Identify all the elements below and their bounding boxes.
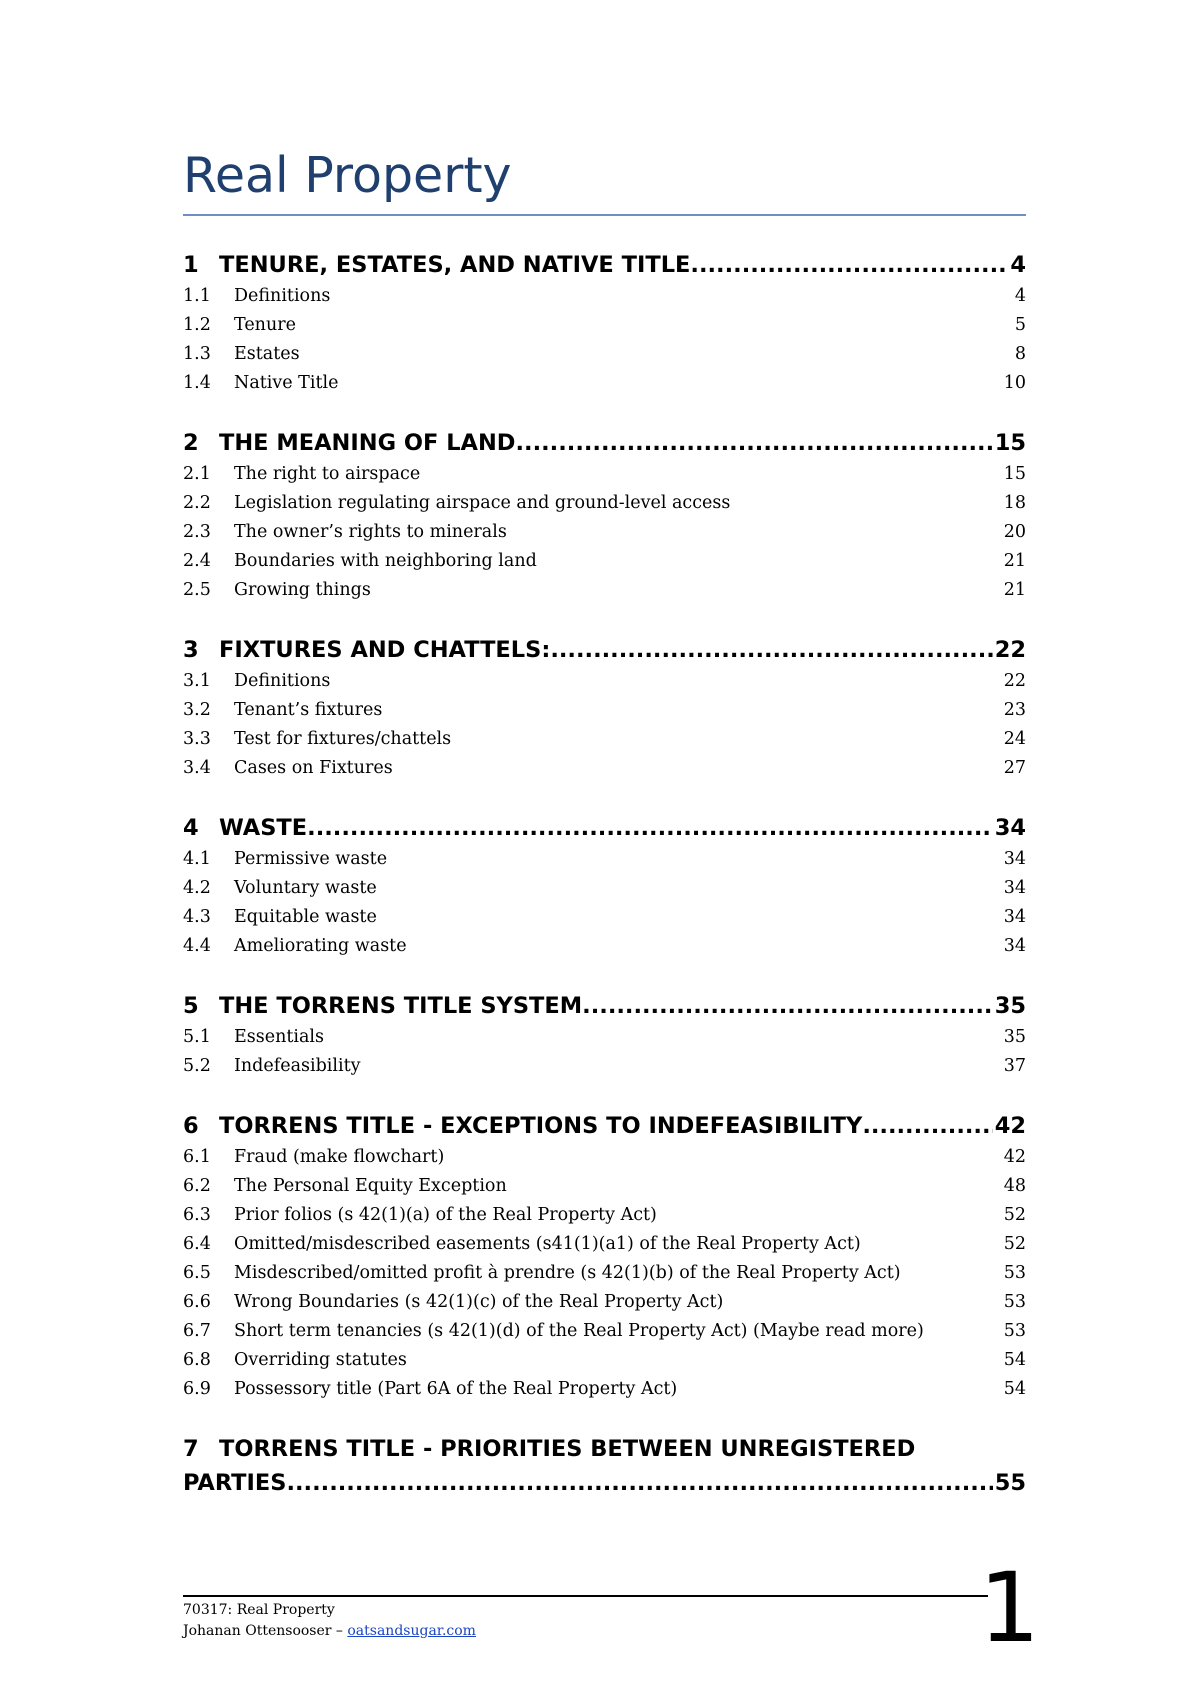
- chapter-number: 4: [183, 815, 199, 841]
- section-title: Definitions: [234, 671, 331, 691]
- chapter-title: WASTE: [219, 815, 308, 841]
- toc-section[interactable]: [183, 903, 1026, 932]
- section-number: 6.3: [183, 1205, 211, 1225]
- toc-chapter-5: [183, 989, 1026, 1081]
- toc-chapter-1: [183, 248, 1026, 398]
- section-title: Ameliorating waste: [234, 936, 407, 956]
- section-page: 54: [1003, 1350, 1026, 1370]
- section-page: 53: [1003, 1263, 1026, 1283]
- section-number: 4.2: [183, 878, 211, 898]
- footer-website-link[interactable]: oatsandsugar.com: [347, 1623, 476, 1639]
- chapter-number: 6: [183, 1113, 199, 1139]
- section-page: 21: [1003, 580, 1026, 600]
- dot-leader: [286, 1466, 992, 1500]
- section-page: 34: [1003, 878, 1026, 898]
- chapter-title: TORRENS TITLE - EXCEPTIONS TO INDEFEASIBILITY: [219, 1113, 863, 1139]
- section-number: 3.3: [183, 729, 211, 749]
- section-number: 6.6: [183, 1292, 211, 1312]
- section-page: 53: [1003, 1321, 1026, 1341]
- chapter-title: THE TORRENS TITLE SYSTEM: [219, 993, 583, 1019]
- chapter-title: THE MEANING OF LAND: [219, 430, 516, 456]
- section-page: 37: [1003, 1056, 1026, 1076]
- section-number: 4.3: [183, 907, 211, 927]
- toc-section[interactable]: [183, 845, 1026, 874]
- section-page: 23: [1003, 700, 1026, 720]
- section-number: 6.5: [183, 1263, 211, 1283]
- section-title: Possessory title (Part 6A of the Real Property Act): [234, 1379, 678, 1399]
- toc-section[interactable]: [183, 489, 1026, 518]
- chapter-title: TORRENS TITLE - PRIORITIES BETWEEN UNREGISTERED: [219, 1436, 916, 1462]
- section-page: 24: [1003, 729, 1026, 749]
- section-title: Wrong Boundaries (s 42(1)(c) of the Real Property Act): [234, 1292, 724, 1312]
- section-title: Indefeasibility: [234, 1056, 361, 1076]
- section-number: 3.2: [183, 700, 211, 720]
- toc-chapter-heading[interactable]: [183, 1432, 1026, 1500]
- page-number: 1: [978, 1552, 1040, 1664]
- toc-chapter-heading[interactable]: [183, 633, 1026, 667]
- section-number: 2.1: [183, 464, 211, 484]
- toc-chapter-heading[interactable]: [183, 989, 1026, 1023]
- section-title: Short term tenancies (s 42(1)(d) of the Real Property Act) (Maybe read more): [234, 1321, 924, 1341]
- toc-section[interactable]: [183, 282, 1026, 311]
- section-title: Tenant’s fixtures: [234, 700, 383, 720]
- section-page: 34: [1003, 907, 1026, 927]
- dot-leader: [582, 989, 993, 1023]
- section-title: Misdescribed/omitted profit à prendre (s 42(1)(b) of the Real Property Act): [234, 1263, 901, 1283]
- chapter-number: 1: [183, 252, 199, 278]
- chapter-page: 55: [994, 1470, 1026, 1496]
- toc-section[interactable]: [183, 547, 1026, 576]
- section-title: Overriding statutes: [234, 1350, 407, 1370]
- section-page: 34: [1003, 936, 1026, 956]
- section-page: 20: [1003, 522, 1026, 542]
- toc-section[interactable]: [183, 1143, 1026, 1172]
- section-number: 6.4: [183, 1234, 211, 1254]
- section-title: The right to airspace: [234, 464, 421, 484]
- chapter-page: 4: [1010, 252, 1026, 278]
- footer-author: Johanan Ottensooser –: [183, 1623, 343, 1639]
- toc-section[interactable]: [183, 1172, 1026, 1201]
- section-number: 6.1: [183, 1147, 211, 1167]
- section-title: Equitable waste: [234, 907, 377, 927]
- toc-section[interactable]: [183, 725, 1026, 754]
- section-title: Boundaries with neighboring land: [234, 551, 537, 571]
- footer-author-line: [183, 1621, 476, 1641]
- section-title: Permissive waste: [234, 849, 388, 869]
- section-page: 52: [1003, 1234, 1026, 1254]
- dot-leader: [515, 426, 992, 460]
- toc-chapter-6: [183, 1109, 1026, 1404]
- section-number: 3.1: [183, 671, 211, 691]
- toc-section[interactable]: [183, 1346, 1026, 1375]
- section-page: 10: [1003, 373, 1026, 393]
- section-number: 2.5: [183, 580, 211, 600]
- dot-leader: [307, 811, 993, 845]
- chapter-page: 42: [994, 1113, 1026, 1139]
- section-page: 8: [1014, 344, 1026, 364]
- section-title: The owner’s rights to minerals: [234, 522, 507, 542]
- section-title: Legislation regulating airspace and ground-level access: [234, 493, 731, 513]
- toc-section[interactable]: [183, 874, 1026, 903]
- chapter-number: 3: [183, 637, 199, 663]
- toc-section[interactable]: [183, 518, 1026, 547]
- section-number: 4.4: [183, 936, 211, 956]
- chapter-page: 34: [994, 815, 1026, 841]
- table-of-contents: [183, 248, 1026, 1528]
- section-page: 42: [1003, 1147, 1026, 1167]
- toc-chapter-heading[interactable]: [183, 248, 1026, 282]
- toc-section[interactable]: [183, 576, 1026, 605]
- dot-leader: [550, 633, 992, 667]
- section-number: 1.4: [183, 373, 211, 393]
- toc-section[interactable]: [183, 932, 1026, 961]
- footer-course: 70317: Real Property: [183, 1602, 335, 1618]
- section-number: 5.1: [183, 1027, 211, 1047]
- section-page: 54: [1003, 1379, 1026, 1399]
- toc-section[interactable]: [183, 460, 1026, 489]
- toc-section[interactable]: [183, 1230, 1026, 1259]
- section-number: 5.2: [183, 1056, 211, 1076]
- chapter-title: TENURE, ESTATES, AND NATIVE TITLE: [219, 252, 691, 278]
- section-page: 53: [1003, 1292, 1026, 1312]
- toc-section[interactable]: [183, 1375, 1026, 1404]
- chapter-title: FIXTURES AND CHATTELS:: [219, 637, 551, 663]
- section-title: Growing things: [234, 580, 371, 600]
- toc-section[interactable]: [183, 340, 1026, 369]
- section-title: The Personal Equity Exception: [234, 1176, 507, 1196]
- section-number: 3.4: [183, 758, 211, 778]
- dot-leader: [862, 1109, 992, 1143]
- section-title: Tenure: [234, 315, 296, 335]
- section-page: 5: [1014, 315, 1026, 335]
- page-title: Real Property: [183, 147, 512, 204]
- chapter-page: 22: [994, 637, 1026, 663]
- section-page: 52: [1003, 1205, 1026, 1225]
- toc-section[interactable]: [183, 1201, 1026, 1230]
- section-number: 2.2: [183, 493, 211, 513]
- toc-chapter-4: [183, 811, 1026, 961]
- section-page: 48: [1003, 1176, 1026, 1196]
- dot-leader: [690, 248, 1008, 282]
- chapter-number: 7: [183, 1436, 199, 1462]
- chapter-title-continued: PARTIES: [183, 1470, 287, 1496]
- toc-section[interactable]: [183, 1023, 1026, 1052]
- section-number: 1.1: [183, 286, 211, 306]
- title-divider: [183, 214, 1026, 216]
- section-number: 1.3: [183, 344, 211, 364]
- section-title: Fraud (make flowchart): [234, 1147, 445, 1167]
- toc-section[interactable]: [183, 369, 1026, 398]
- section-page: 21: [1003, 551, 1026, 571]
- section-title: Cases on Fixtures: [234, 758, 393, 778]
- toc-chapter-7: [183, 1432, 1026, 1500]
- section-title: Prior folios (s 42(1)(a) of the Real Property Act): [234, 1205, 657, 1225]
- section-page: 27: [1003, 758, 1026, 778]
- chapter-page: 15: [994, 430, 1026, 456]
- section-title: Voluntary waste: [234, 878, 377, 898]
- toc-section[interactable]: [183, 1317, 1026, 1346]
- toc-chapter-heading[interactable]: [183, 426, 1026, 460]
- section-number: 6.2: [183, 1176, 211, 1196]
- toc-section[interactable]: [183, 1052, 1026, 1081]
- section-page: 35: [1003, 1027, 1026, 1047]
- section-title: Essentials: [234, 1027, 325, 1047]
- section-title: Native Title: [234, 373, 339, 393]
- section-number: 2.4: [183, 551, 211, 571]
- section-title: Omitted/misdescribed easements (s41(1)(a1) of the Real Property Act): [234, 1234, 861, 1254]
- section-page: 34: [1003, 849, 1026, 869]
- section-number: 2.3: [183, 522, 211, 542]
- toc-section[interactable]: [183, 1259, 1026, 1288]
- toc-section[interactable]: [183, 667, 1026, 696]
- chapter-title-row: [183, 1432, 1026, 1466]
- chapter-number: 5: [183, 993, 199, 1019]
- toc-section[interactable]: [183, 696, 1026, 725]
- toc-chapter-3: [183, 633, 1026, 783]
- section-title: Estates: [234, 344, 300, 364]
- section-number: 4.1: [183, 849, 211, 869]
- section-page: 15: [1003, 464, 1026, 484]
- toc-chapter-heading[interactable]: [183, 1109, 1026, 1143]
- chapter-number: 2: [183, 430, 199, 456]
- section-page: 4: [1014, 286, 1026, 306]
- section-number: 1.2: [183, 315, 211, 335]
- toc-section[interactable]: [183, 1288, 1026, 1317]
- section-title: Test for fixtures/chattels: [234, 729, 452, 749]
- toc-chapter-2: [183, 426, 1026, 605]
- section-number: 6.7: [183, 1321, 211, 1341]
- chapter-title-row: [183, 1466, 1026, 1500]
- footer-divider: [183, 1595, 988, 1597]
- toc-section[interactable]: [183, 754, 1026, 783]
- section-page: 18: [1003, 493, 1026, 513]
- toc-chapter-heading[interactable]: [183, 811, 1026, 845]
- section-number: 6.8: [183, 1350, 211, 1370]
- toc-section[interactable]: [183, 311, 1026, 340]
- chapter-page: 35: [994, 993, 1026, 1019]
- section-page: 22: [1003, 671, 1026, 691]
- section-title: Definitions: [234, 286, 331, 306]
- section-number: 6.9: [183, 1379, 211, 1399]
